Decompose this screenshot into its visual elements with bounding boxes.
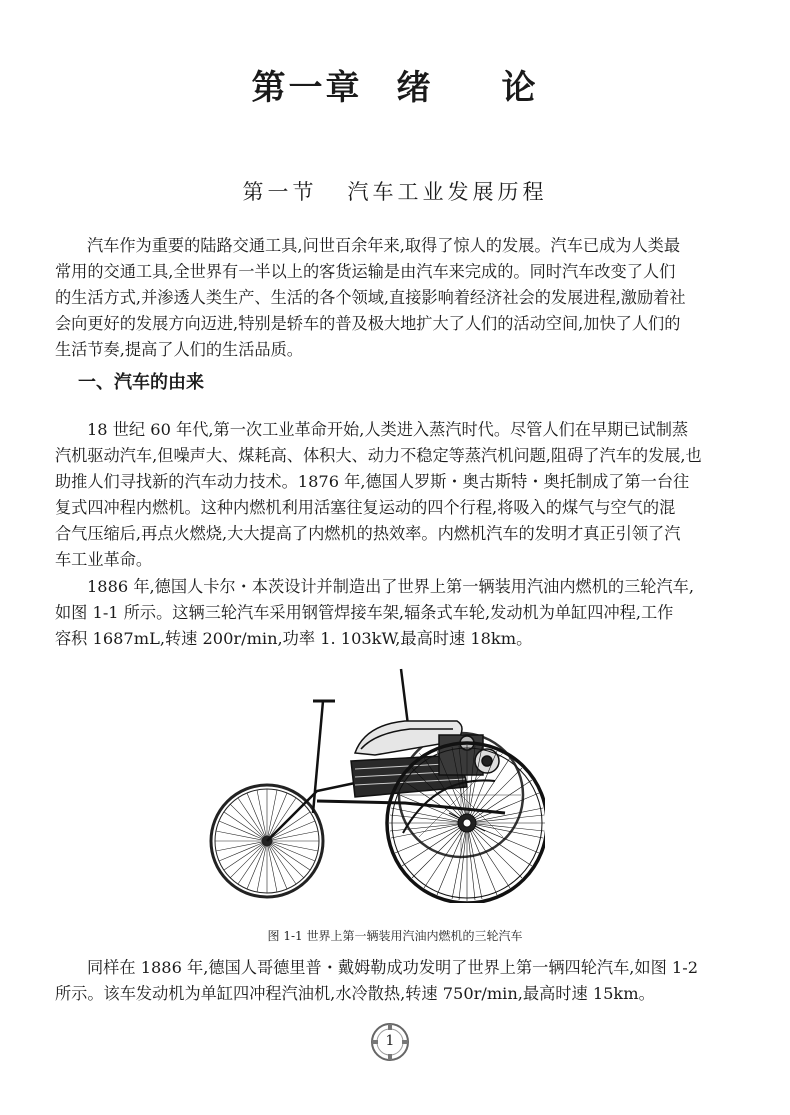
chapter-number: 第一章 bbox=[251, 68, 363, 108]
text-line: 1886 年,德国人卡尔・本茨设计并制造出了世界上第一辆装用汽油内燃机的三轮汽车, bbox=[87, 577, 695, 596]
page-number: 1 bbox=[385, 1033, 395, 1049]
intro-paragraph bbox=[55, 233, 735, 363]
text-line: 容积 1687mL,转速 200r/min,功率 1. 103kW,最高时速 18km。 bbox=[55, 629, 533, 648]
text-line: 合气压缩后,再点火燃烧,大大提高了内燃机的热效率。内燃机汽车的发明才真正引领了汽 bbox=[55, 524, 681, 543]
section-name: 汽车工业发展历程 bbox=[347, 180, 548, 204]
figure-caption: 图 1-1 世界上第一辆装用汽油内燃机的三轮汽车 bbox=[267, 929, 523, 943]
daimler-paragraph bbox=[55, 955, 735, 1007]
text-line: 的生活方式,并渗透人类生产、生活的各个领域,直接影响着经济社会的发展进程,激励着社 bbox=[55, 288, 686, 307]
text-line: 如图 1-1 所示。这辆三轮汽车采用钢管焊接车架,辐条式车轮,发动机为单缸四冲程,工作 bbox=[55, 603, 674, 622]
text-line: 18 世纪 60 年代,第一次工业革命开始,人类进入蒸汽时代。尽管人们在早期已试制蒸 bbox=[87, 420, 689, 439]
text-line: 会向更好的发展方向迈进,特别是轿车的普及极大地扩大了人们的活动空间,加快了人们的 bbox=[55, 314, 681, 333]
text-line: 同样在 1886 年,德国人哥德里普・戴姆勒成功发明了世界上第一辆四轮汽车,如图 1-2 bbox=[87, 958, 698, 977]
benz-paragraph bbox=[55, 574, 735, 652]
subheading: 一、汽车的由来 bbox=[78, 372, 204, 393]
benz-tricycle-illustration bbox=[205, 663, 545, 903]
text-line: 汽机驱动汽车,但噪声大、煤耗高、体积大、动力不稳定等蒸汽机问题,阻碍了汽车的发展,也 bbox=[55, 446, 702, 465]
section-number: 第一节 bbox=[242, 180, 318, 204]
section-title bbox=[0, 176, 790, 206]
text-line: 车工业革命。 bbox=[55, 550, 153, 569]
history-paragraph bbox=[55, 417, 735, 573]
text-line: 汽车作为重要的陆路交通工具,问世百余年来,取得了惊人的发展。汽车已成为人类最 bbox=[87, 236, 681, 255]
chapter-word-1: 绪 bbox=[396, 68, 434, 108]
text-line: 生活节奏,提高了人们的生活品质。 bbox=[55, 340, 303, 359]
chapter-word-2: 论 bbox=[501, 68, 539, 108]
text-line: 常用的交通工具,全世界有一半以上的客货运输是由汽车来完成的。同时汽车改变了人们 bbox=[55, 262, 676, 281]
text-line: 复式四冲程内燃机。这种内燃机利用活塞往复运动的四个行程,将吸入的煤气与空气的混 bbox=[55, 498, 676, 517]
text-line: 助推人们寻找新的汽车动力技术。1876 年,德国人罗斯・奥古斯特・奥托制成了第一台往 bbox=[55, 472, 690, 491]
chapter-title bbox=[0, 60, 790, 109]
text-line: 所示。该车发动机为单缸四冲程汽油机,水冷散热,转速 750r/min,最高时速 15km。 bbox=[55, 984, 655, 1003]
